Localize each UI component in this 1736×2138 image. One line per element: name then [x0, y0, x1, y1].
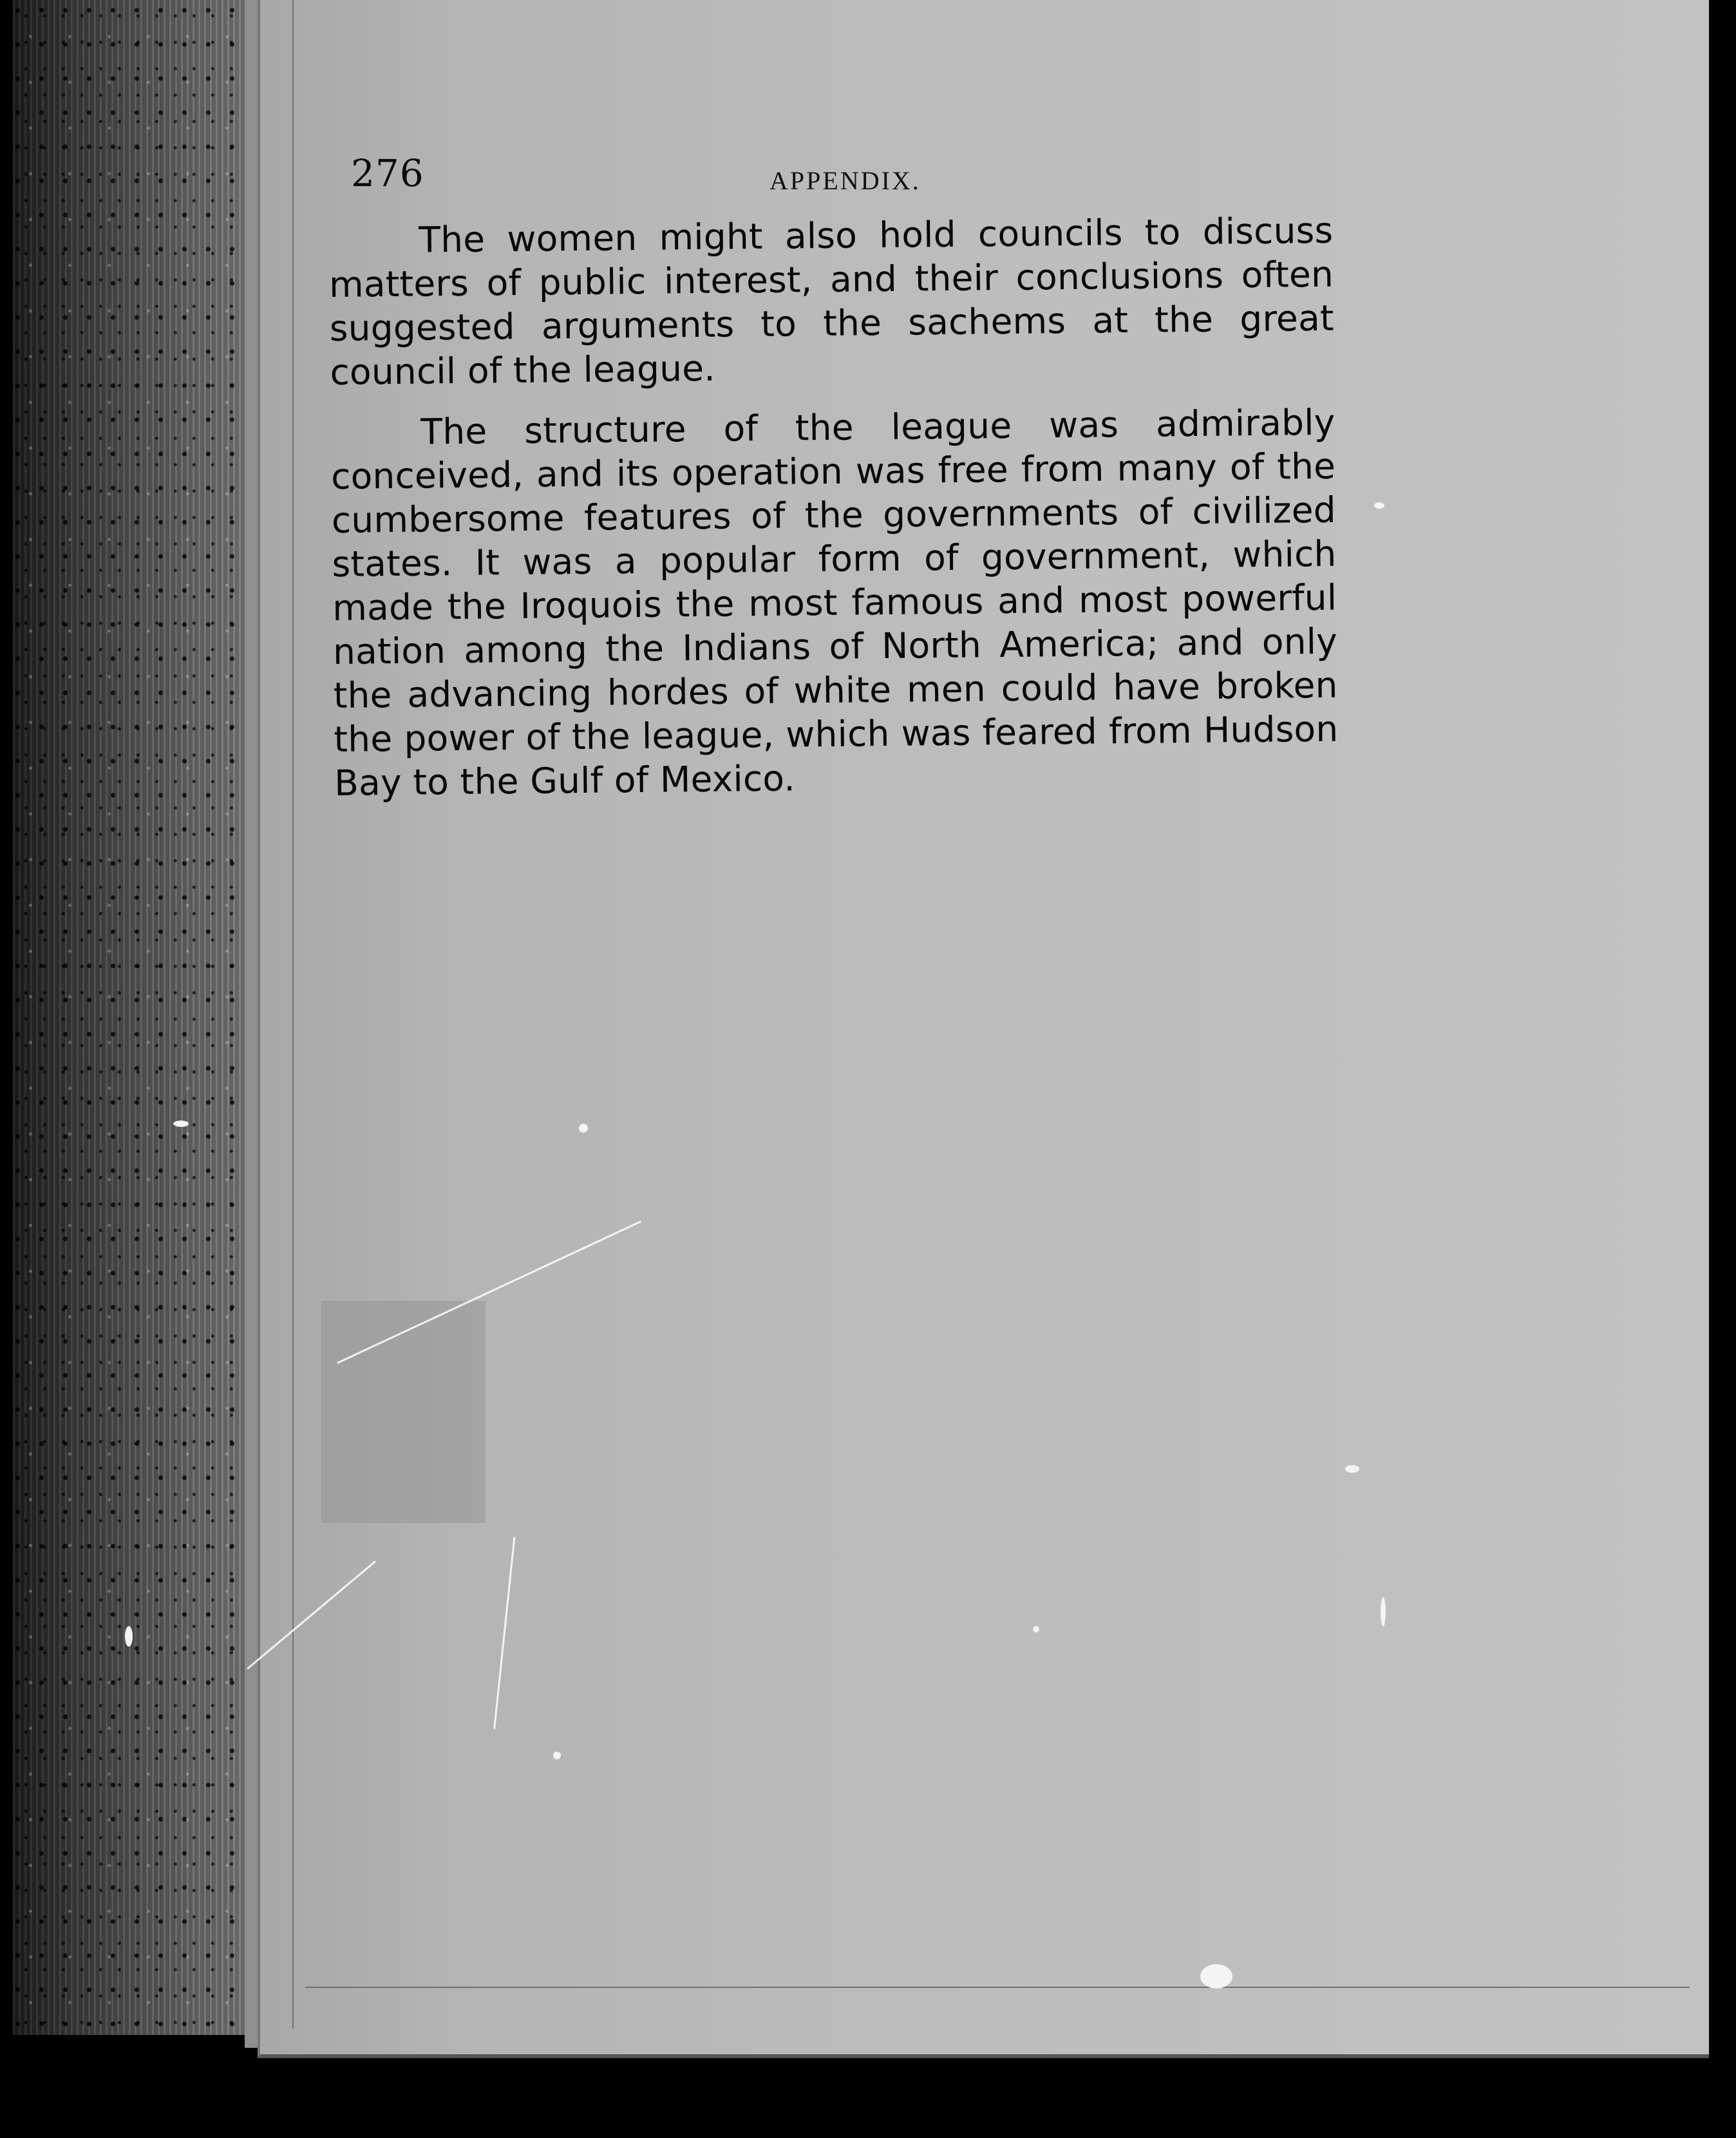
dust-fleck	[1345, 1465, 1359, 1473]
running-head: APPENDIX.	[769, 166, 921, 195]
faint-stain	[321, 1301, 486, 1523]
paragraph: The women might also hold councils to discuss matters of public interest, and their conclusions often suggested arguments to the sachems at the great council of the league.	[328, 209, 1335, 393]
dust-fleck	[1381, 1597, 1386, 1627]
scratch-mark	[493, 1537, 515, 1729]
scratch-mark	[247, 1560, 376, 1669]
dust-fleck	[125, 1626, 133, 1647]
body-text	[328, 209, 1339, 822]
book-binding	[13, 0, 245, 2035]
page-border-line	[292, 0, 294, 2029]
dust-fleck	[553, 1752, 561, 1759]
paragraph: The structure of the league was admirably conceived, and its operation was free from many of the cumbersome features of the governments of civilized states. It was a popular form of government, which made the Iroquois the most famous and most powerful nation among the Indians of North America; and only the advancing hordes of white men could have broken the power of the league, which was feared from Hudson Bay to the Gulf of Mexico.	[330, 401, 1339, 804]
dust-fleck	[1033, 1626, 1039, 1632]
page-number: 276	[351, 151, 424, 195]
dust-fleck	[173, 1121, 189, 1127]
dust-fleck	[579, 1124, 588, 1133]
scratch-mark	[337, 1220, 641, 1363]
page-header	[351, 151, 1317, 209]
page-border-line	[305, 1987, 1690, 1988]
binding-speckle	[13, 0, 245, 2035]
dust-fleck	[1200, 1964, 1232, 1989]
dust-fleck	[1374, 502, 1384, 509]
